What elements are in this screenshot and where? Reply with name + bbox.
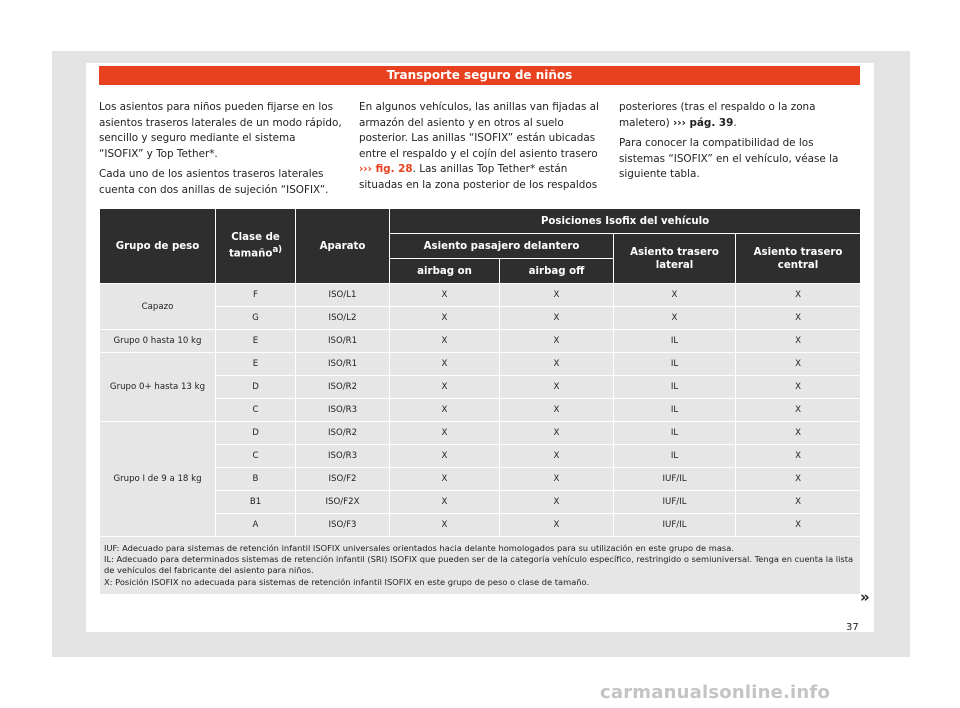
table-cell: B [216, 468, 296, 491]
footnote: IL: Adecuado para determinados sistemas de retención infantil (SRI) ISOFIX que pueden ser de la categoría vehículo específico, restringido o semiuniversal. Tenga en cuenta la lista de vehículos del fabricante del asiento para niños. [104, 554, 854, 576]
table-cell: IUF/IL [614, 468, 736, 491]
table-cell: ISO/F2 [296, 468, 390, 491]
weight-group-cell: Grupo I de 9 a 18 kg [100, 422, 216, 537]
table-cell: X [736, 307, 861, 330]
footnote-row [100, 537, 861, 595]
table-cell: IL [614, 353, 736, 376]
table-row [100, 284, 861, 307]
table-cell: X [500, 491, 614, 514]
footnotes-cell [100, 537, 861, 595]
table-cell: D [216, 376, 296, 399]
header-rear-lateral: Asiento trasero lateral [614, 234, 736, 284]
table-cell: X [500, 330, 614, 353]
table-cell: D [216, 422, 296, 445]
table-cell: IL [614, 399, 736, 422]
text-column-2 [359, 100, 602, 199]
footnote: X: Posición ISOFIX no adecuada para sistemas de retención infantil ISOFIX en este grupo de peso o clase de tamaño. [104, 576, 590, 587]
table-cell: ISO/R3 [296, 399, 390, 422]
table-cell: ISO/R2 [296, 422, 390, 445]
weight-group-cell: Capazo [100, 284, 216, 330]
footnote: IUF: Adecuado para sistemas de retención infantil ISOFIX universales orientados hacia delante homologados para su utilización en este grupo de masa. [104, 543, 734, 553]
table-cell: X [390, 376, 500, 399]
table-cell: X [614, 307, 736, 330]
table-cell: ISO/L2 [296, 307, 390, 330]
table-cell: X [390, 491, 500, 514]
table-cell: ISO/F2X [296, 491, 390, 514]
table-cell: IL [614, 445, 736, 468]
header-size-class-label: Clase de tamaño [228, 232, 280, 260]
table-row [100, 330, 861, 353]
table-cell: ISO/R2 [296, 376, 390, 399]
paragraph-text: posteriores (tras el respaldo o la zona maletero) [619, 101, 816, 129]
text-column-1 [99, 100, 342, 204]
table-cell: IUF/IL [614, 514, 736, 537]
table-cell: X [736, 330, 861, 353]
table-cell: X [500, 353, 614, 376]
table-cell: ISO/F3 [296, 514, 390, 537]
table-cell: X [390, 330, 500, 353]
table-cell: X [390, 422, 500, 445]
header-front-passenger: Asiento pasajero delantero [390, 234, 614, 259]
table-cell: G [216, 307, 296, 330]
header-size-class [216, 209, 296, 284]
table-cell: X [500, 445, 614, 468]
table-cell: X [614, 284, 736, 307]
header-device: Aparato [296, 209, 390, 284]
table-cell: X [390, 445, 500, 468]
table-cell: X [390, 468, 500, 491]
table-cell: X [736, 353, 861, 376]
header-airbag-on: airbag on [390, 259, 500, 284]
header-rear-central: Asiento trasero central [736, 234, 861, 284]
table-cell: F [216, 284, 296, 307]
paragraph: Los asientos para niños pueden fijarse en los asientos traseros laterales de un modo rápido, sencillo y seguro mediante el sistema “ISOFIX” y Top Tether*. [99, 101, 342, 160]
continue-marker: » [860, 588, 870, 606]
header-airbag-off: airbag off [500, 259, 614, 284]
table-cell: IUF/IL [614, 491, 736, 514]
table-body [100, 284, 861, 595]
page-number: 37 [846, 622, 859, 633]
table-cell: X [500, 514, 614, 537]
table-cell: IL [614, 376, 736, 399]
table-cell: ISO/R1 [296, 330, 390, 353]
watermark-text: carmanualsonline.info [600, 682, 831, 703]
weight-group-cell: Grupo 0 hasta 10 kg [100, 330, 216, 353]
table-cell: X [390, 399, 500, 422]
table-cell: X [390, 284, 500, 307]
table-cell: X [500, 376, 614, 399]
table-cell: X [736, 376, 861, 399]
table-cell: E [216, 330, 296, 353]
table-cell: ISO/L1 [296, 284, 390, 307]
table-cell: X [736, 399, 861, 422]
figure-reference-link[interactable]: ››› fig. 28 [359, 163, 413, 176]
table-cell: X [736, 491, 861, 514]
paragraph: Cada uno de los asientos traseros laterales cuenta con dos anillas de sujeción “ISOFIX”. [99, 168, 329, 196]
weight-group-cell: Grupo 0+ hasta 13 kg [100, 353, 216, 422]
table-cell: C [216, 399, 296, 422]
header-isofix-positions: Posiciones Isofix del vehículo [390, 209, 861, 234]
paragraph-text: En algunos vehículos, las anillas van fijadas al armazón del asiento y en otros al suelo posterior. Las anillas “ISOFIX” están ubicadas entre el respaldo y el cojín del asiento trasero [359, 101, 599, 160]
table-cell: X [500, 468, 614, 491]
footnote-marker: a) [272, 245, 283, 256]
table-cell: X [500, 284, 614, 307]
table-cell: X [736, 468, 861, 491]
table-cell: X [736, 422, 861, 445]
table-cell: B1 [216, 491, 296, 514]
table-cell: A [216, 514, 296, 537]
table-cell: E [216, 353, 296, 376]
table-cell: IL [614, 330, 736, 353]
table-cell: X [500, 307, 614, 330]
paragraph [619, 100, 862, 131]
table-cell: X [390, 353, 500, 376]
text-column-3 [619, 100, 862, 188]
table-cell: X [500, 422, 614, 445]
table-cell: X [736, 284, 861, 307]
table-cell: ISO/R1 [296, 353, 390, 376]
table-cell: ISO/R3 [296, 445, 390, 468]
section-title: Transporte seguro de niños [99, 66, 860, 85]
paragraph-text: . [733, 116, 737, 129]
header-weight-group: Grupo de peso [100, 209, 216, 284]
table-cell: X [736, 445, 861, 468]
isofix-table [99, 208, 861, 595]
table-cell: X [736, 514, 861, 537]
table-row [100, 422, 861, 445]
table-cell: X [390, 307, 500, 330]
table-row [100, 353, 861, 376]
table-cell: C [216, 445, 296, 468]
paragraph-text: . Las anillas Top Tether* están situadas en la zona posterior de los respaldos [359, 163, 598, 191]
table-cell: IL [614, 422, 736, 445]
paragraph [359, 100, 602, 194]
page-reference-link[interactable]: ››› pág. 39 [673, 116, 734, 129]
table-cell: X [390, 514, 500, 537]
table-cell: X [500, 399, 614, 422]
paragraph: Para conocer la compatibilidad de los sistemas “ISOFIX” en el vehículo, véase la siguiente tabla. [619, 137, 839, 181]
